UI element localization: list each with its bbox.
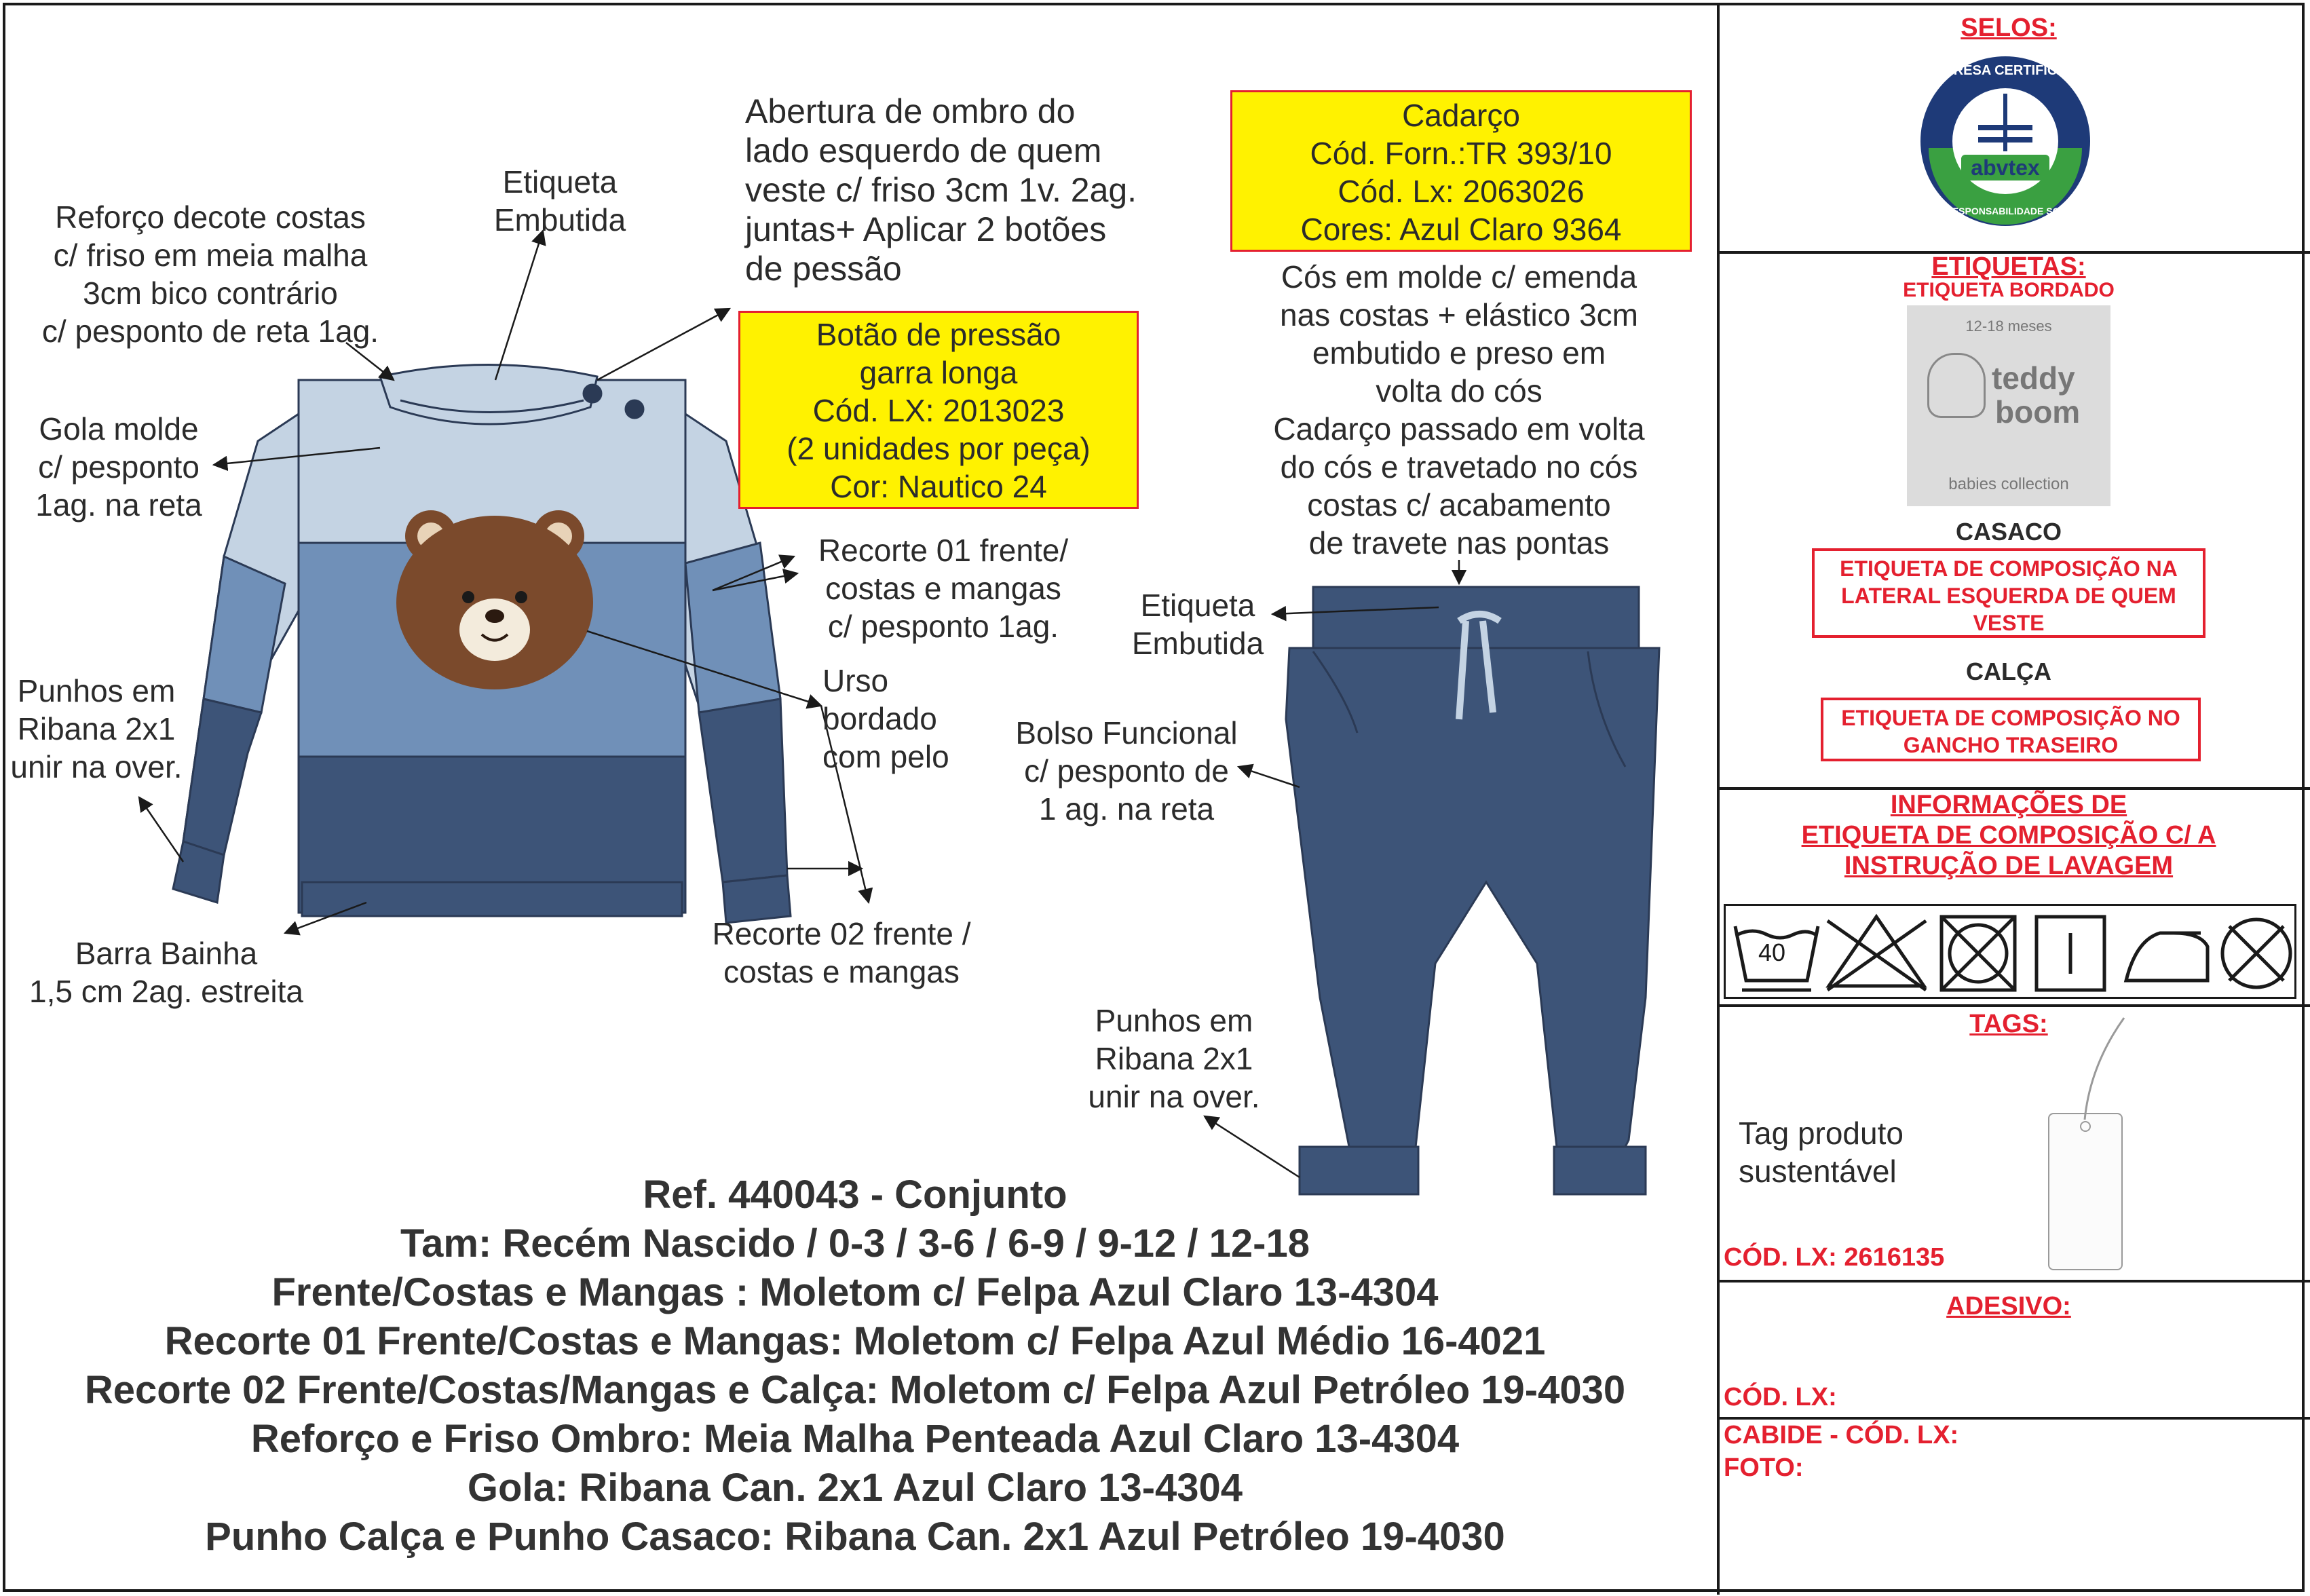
note-line: garra longa (859, 355, 1018, 390)
casaco-label: CASACO (1955, 518, 2062, 546)
note-line: Etiqueta (502, 164, 618, 200)
note-barra (14, 934, 319, 1010)
note-punhos-casaco (1, 672, 191, 786)
etiquetas-title: ETIQUETAS: (1931, 252, 2086, 281)
tag-text-line: Tag produto (1739, 1116, 1904, 1151)
tag-product-text (1739, 1114, 1983, 1190)
pants-drawing (1286, 587, 1659, 1194)
note-line: juntas+ Aplicar 2 botões (745, 210, 1107, 248)
note-line: Ribana 2x1 (1095, 1041, 1253, 1076)
iron-low-icon (2126, 933, 2208, 981)
note-line: Cód. Forn.:TR 393/10 (1310, 136, 1612, 171)
spec-reforco: Reforço e Friso Ombro: Meia Malha Penteada Azul Claro 13-4304 (250, 1417, 1460, 1461)
info-title (1717, 790, 2300, 881)
note-line: Botão de pressão (816, 317, 1061, 352)
note-line: Embutida (1131, 626, 1264, 661)
note-recorte-01 (794, 531, 1093, 645)
tag-text-line: sustentável (1739, 1154, 1897, 1189)
note-urso (822, 662, 979, 776)
note-line: Embutida (493, 202, 626, 238)
note-line: de pessão (745, 250, 902, 288)
note-line: c/ pesponto (38, 449, 200, 484)
note-line: Punhos em (17, 673, 176, 708)
note-etiqueta-embutida-calca (1113, 586, 1283, 662)
note-line: (2 unidades por peça) (787, 431, 1091, 466)
note-abertura-ombro (745, 92, 1234, 288)
note-line: Cores: Azul Claro 9364 (1300, 212, 1622, 247)
no-dry-clean-icon (2222, 919, 2290, 987)
note-line: c/ friso em meia malha (53, 238, 368, 273)
note-line: Urso (822, 663, 889, 698)
note-recorte-02 (692, 915, 991, 991)
no-tumble-dry-icon (1942, 917, 2015, 990)
note-line: Cód. LX: 2013023 (812, 393, 1065, 428)
note-cos-molde (1228, 258, 1690, 562)
note-etiqueta-embutida (475, 163, 645, 239)
adesivo-title: ADESIVO: (1946, 1292, 2071, 1320)
calca-composition-box: ETIQUETA DE COMPOSIÇÃO NO GANCHO TRASEIRO (1821, 698, 2201, 761)
wash-icons-svg (1726, 906, 2296, 997)
hang-tag-icon (2048, 1113, 2123, 1270)
note-line: 1,5 cm 2ag. estreita (29, 974, 303, 1009)
note-line: 3cm bico contrário (83, 276, 338, 311)
note-line: Ribana 2x1 (17, 711, 176, 746)
note-gola-molde (20, 410, 217, 524)
wash-temperature: 40 (1758, 938, 1786, 966)
note-line: costas e mangas (723, 954, 960, 989)
tag-code: CÓD. LX: 2616135 (1724, 1243, 1945, 1272)
note-line: do cós e travetado no cós (1280, 449, 1638, 484)
spec-ref: Ref. 440043 - Conjunto (643, 1173, 1067, 1217)
note-line: Gola molde (39, 411, 199, 446)
note-line: Abertura de ombro do (745, 92, 1076, 130)
spec-sizes: Tam: Recém Nascido / 0-3 / 3-6 / 6-9 / 9-12 / 12-18 (400, 1221, 1310, 1266)
note-line: volta do cós (1376, 373, 1542, 408)
label-brand-2: boom (1995, 394, 2081, 430)
note-line: Barra Bainha (75, 936, 258, 971)
note-botao-pressao (738, 311, 1139, 509)
seal-bottom-text: EM RESPONSABILIDADE SOCIAL (1928, 206, 2083, 216)
selos-title: SELOS: (1961, 14, 2057, 42)
bear-embroidery-drawing (396, 510, 593, 689)
tag-string-icon (2077, 1011, 2131, 1126)
no-bleach-icon (1828, 917, 1926, 990)
note-line: Cor: Nautico 24 (830, 469, 1047, 504)
spec-recorte-01: Recorte 01 Frente/Costas e Mangas: Moletom c/ Felpa Azul Médio 16-4021 (164, 1319, 1546, 1363)
note-line: embutido e preso em (1312, 335, 1606, 370)
note-line: Recorte 01 frente/ (818, 533, 1069, 568)
note-cadarco (1230, 90, 1692, 252)
note-line: bordado (822, 701, 937, 736)
abvtex-seal-icon (1914, 53, 2097, 229)
label-image (1907, 305, 2110, 506)
note-line: c/ pesponto de reta 1ag. (41, 314, 379, 349)
teddy-label-icon (1927, 353, 1986, 418)
label-tagline: babies collection (1948, 475, 2069, 493)
adesivo-code: CÓD. LX: (1724, 1383, 1837, 1411)
etiqueta-bordado-label: ETIQUETA BORDADO (1903, 279, 2115, 301)
note-line: 1 ag. na reta (1038, 791, 1215, 826)
note-line: c/ pesponto de (1024, 753, 1229, 788)
note-line: Recorte 02 frente / (712, 916, 971, 951)
seal-brand-text: abvtex (1971, 155, 2040, 180)
spec-punho: Punho Calça e Punho Casaco: Ribana Can. 2x1 Azul Petróleo 19-4030 (205, 1515, 1505, 1559)
note-line: Punhos em (1095, 1003, 1253, 1038)
note-line: nas costas + elástico 3cm (1280, 297, 1638, 332)
info-title-line: INSTRUÇÃO DE LAVAGEM (1844, 852, 2174, 880)
note-punhos-calca (1072, 1002, 1276, 1116)
seal-top-text: EMPRESA CERTIFICADA (1924, 63, 2087, 78)
note-line: Etiqueta (1140, 588, 1255, 623)
note-bolso (991, 714, 1262, 828)
note-line: 1ag. na reta (35, 487, 202, 522)
info-title-line: ETIQUETA DE COMPOSIÇÃO C/ A (1801, 821, 2216, 850)
note-line: costas e mangas (825, 571, 1061, 606)
note-line: Cód. Lx: 2063026 (1338, 174, 1585, 209)
note-line: Cós em molde c/ emenda (1281, 259, 1637, 294)
label-brand-1: teddy (1992, 360, 2075, 396)
note-line: Cadarço passado em volta (1273, 411, 1645, 446)
note-line: veste c/ friso 3cm 1v. 2ag. (745, 171, 1137, 209)
note-line: Reforço decote costas (55, 200, 366, 235)
note-line: com pelo (822, 739, 949, 774)
info-title-line: INFORMAÇÕES DE (1890, 791, 2127, 819)
note-reforco-decote (41, 198, 380, 350)
spec-recorte-02: Recorte 02 Frente/Costas/Mangas e Calça: Moletom c/ Felpa Azul Petróleo 19-4030 (84, 1368, 1626, 1412)
wash-icons-row (1724, 904, 2296, 999)
note-line: lado esquerdo de quem (745, 132, 1102, 170)
spec-gola: Gola: Ribana Can. 2x1 Azul Claro 13-4304 (467, 1466, 1243, 1510)
note-line: Bolso Funcional (1015, 715, 1238, 750)
label-size-text: 12-18 meses (1965, 318, 2052, 335)
note-line: c/ pesponto 1ag. (827, 609, 1059, 644)
casaco-composition-box: ETIQUETA DE COMPOSIÇÃO NA LATERAL ESQUERDA DE QUEM VESTE (1812, 548, 2205, 638)
note-line: de travete nas pontas (1308, 525, 1610, 560)
calca-label: CALÇA (1966, 658, 2051, 685)
note-line: costas c/ acabamento (1307, 487, 1611, 522)
line-dry-icon (2037, 917, 2104, 990)
tags-title: TAGS: (1969, 1010, 2048, 1038)
foto-label: FOTO: (1724, 1454, 1804, 1482)
note-line: unir na over. (10, 749, 183, 784)
note-line: Cadarço (1402, 98, 1520, 133)
spec-frente-costas: Frente/Costas e Mangas : Moletom c/ Felpa Azul Claro 13-4304 (271, 1270, 1439, 1314)
note-line: unir na over. (1088, 1079, 1260, 1114)
cabide-code: CABIDE - CÓD. LX: (1724, 1421, 1959, 1449)
